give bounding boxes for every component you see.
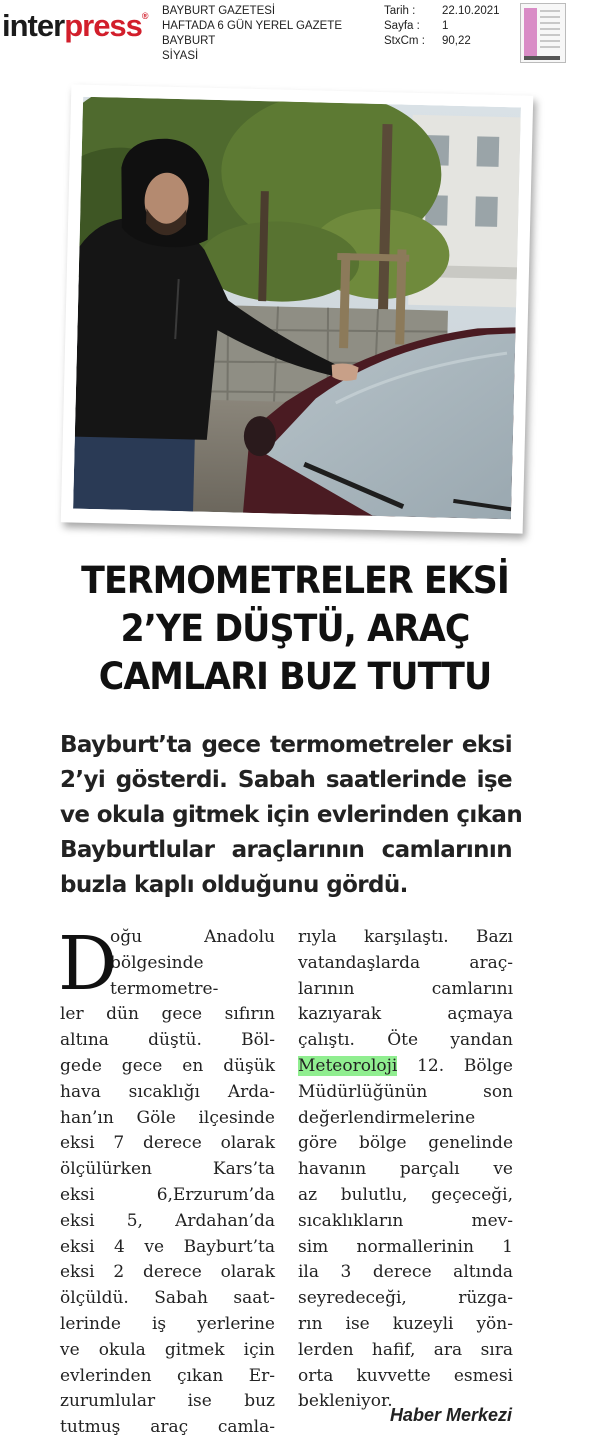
body-line: bekleniyor. [298,1391,393,1412]
body-column-1 [58,921,275,1441]
headline-line: TERMOMETRELER EKSİ [81,559,509,602]
publication-info [162,4,342,64]
lead-paragraph [60,728,523,903]
body-line: rın ise kuzeyli yön- [298,1313,513,1334]
body-line: Müdürlüğünün son [298,1081,513,1102]
registered-mark: ® [141,11,148,21]
body-line: hava sıcaklığı Arda- [60,1081,275,1102]
body-line: az bulutlu, geçeceği, [298,1184,513,1205]
lead-line: buzla kaplı olduğunu gördü. [60,872,408,898]
thumbnail-line [540,46,560,48]
body-line: gede gece en düşük [60,1055,275,1076]
lead-line: 2’yi gösterdi. Sabah saatlerinde işe [60,767,512,793]
body-line: eksi 2 derece olarak [60,1262,275,1283]
body-line: kazıyarak açmaya [298,1004,513,1025]
body-line: eksi 7 derece olarak [60,1133,275,1154]
body-line: havanın parçalı ve [298,1159,513,1180]
logo-text-press: press [64,8,142,43]
body-line: eksi 5, Ardahan’da [60,1210,275,1231]
body-line: eksi 4 ve Bayburt’ta [60,1236,275,1257]
body-line: ila 3 derece altında [298,1262,513,1283]
body-line: lerinde iş yerlerine [60,1313,275,1334]
thumbnail-line [540,40,560,42]
thumbnail-line [540,28,560,30]
photo-frame [61,84,534,533]
thumbnail-line [540,16,560,18]
body-line: tutmuş araç camla- [60,1417,275,1438]
publication-city: BAYBURT [162,35,216,47]
body-line-rest: 12. Bölge [397,1055,513,1076]
body-line: larının camlarını [298,978,513,999]
body-line: orta kuvvette esmesi [298,1365,513,1386]
date-value: 22.10.2021 [442,5,500,17]
publication-name: BAYBURT GAZETESİ [162,5,276,17]
body-line-highlight [298,1054,513,1080]
body-line: rıyla karşılaştı. Bazı [298,927,513,947]
headline-line: CAMLARI BUZ TUTTU [98,655,492,698]
body-line: altına düştü. Böl- [60,1030,275,1051]
body-line: vatandaşlarda araç- [298,952,513,973]
photo-illustration [73,97,521,520]
clipping-header [0,0,590,70]
stxcm-label: StxCm : [384,35,425,47]
body-line: evlerinden çıkan Er- [60,1365,275,1386]
body-column-2 [298,925,513,1415]
body-line: ler dün gece sıfırın [60,1004,275,1025]
lead-line: Bayburt’ta gece termometreler eksi [60,732,512,758]
frosted-car-photo [73,97,521,520]
keyword-highlight[interactable]: Meteoroloji [298,1055,398,1076]
headline [46,557,544,701]
byline: Haber Merkezi [389,1405,512,1425]
body-line: çalıştı. Öte yandan [298,1030,513,1051]
headline-line: 2’YE DÜŞTÜ, ARAÇ [120,607,470,650]
body-line: eksi 6,Erzurum’da [60,1184,275,1205]
body-line: lerden hafif, ara sıra [298,1339,513,1360]
body-line: göre bölge genelinde [298,1133,513,1154]
page-label: Sayfa : [384,20,420,32]
interpress-logo [2,10,148,41]
publication-section: SİYASİ [162,50,199,62]
body-line: ve okula gitmek için [60,1339,275,1360]
stxcm-value: 90,22 [442,35,471,47]
body-line: değerlendirmelerine [298,1107,476,1128]
page-thumbnail[interactable] [520,3,566,63]
thumbnail-line [540,22,560,24]
body-line: seyredeceği, rüzga- [298,1288,513,1309]
thumbnail-line [540,10,560,12]
thumbnail-footer [524,56,560,60]
logo-text-inter: inter [2,8,65,43]
body-line: sıcaklıkların mev- [298,1210,513,1231]
thumbnail-highlight [524,8,537,56]
thumbnail-line [540,34,560,36]
body-line: bölgesinde [110,952,204,973]
body-line: han’ın Göle ilçesinde [60,1107,275,1128]
drop-cap: D [58,921,118,1007]
body-line: sim normallerinin 1 [298,1236,513,1257]
publication-frequency: HAFTADA 6 GÜN YEREL GAZETE [162,20,342,32]
clipping-meta [384,4,500,49]
body-line: termometre- [110,978,219,999]
body-line: ölçüldü. Sabah saat- [60,1288,275,1309]
lead-line: Bayburtlular araçlarının camlarının [60,837,512,863]
lead-line: ve okula gitmek için evlerinden çıkan [60,802,523,828]
page-value: 1 [442,20,449,32]
body-line: zurumlular ise buz [60,1391,275,1412]
body-line: ölçülürken Kars’ta [60,1159,275,1180]
date-label: Tarih : [384,5,416,17]
body-line: oğu Anadolu [110,927,275,947]
